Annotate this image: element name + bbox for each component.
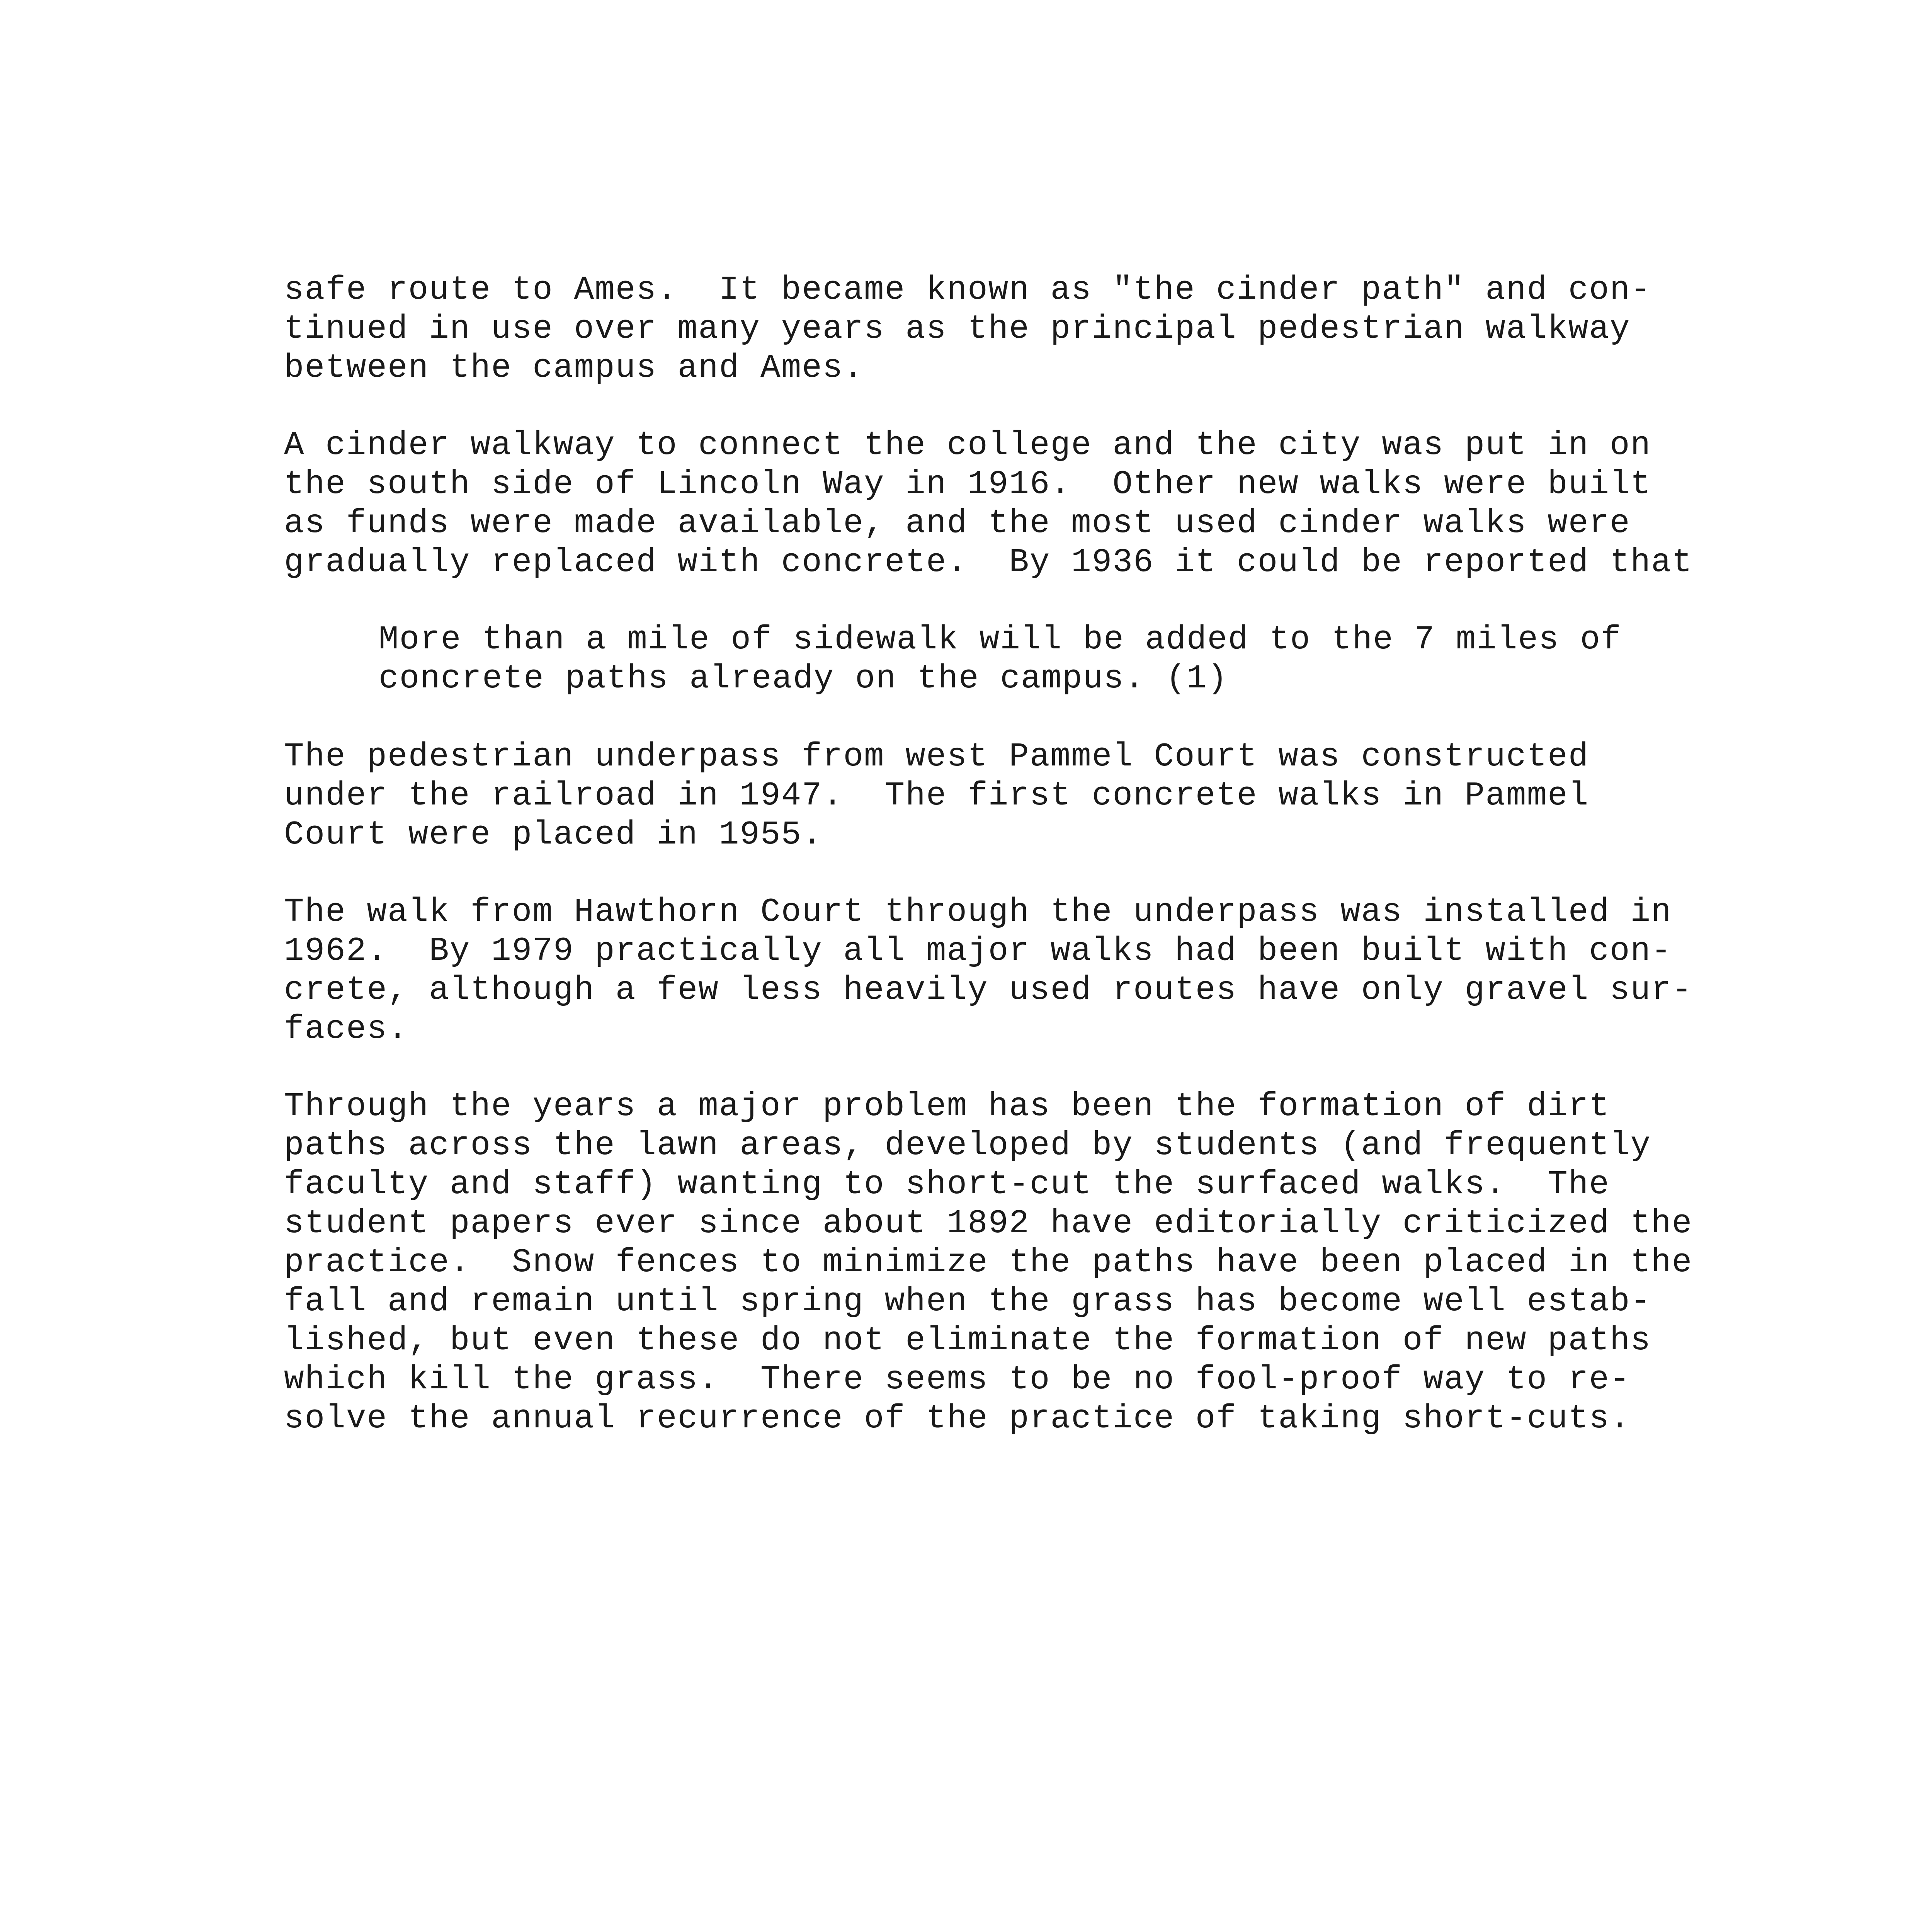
text-line: practice. Snow fences to minimize the paths have been placed in the <box>284 1243 1693 1281</box>
text-line: paths across the lawn areas, developed by students (and frequently <box>284 1126 1651 1164</box>
text-line: concrete paths already on the campus. (1) <box>379 660 1228 697</box>
text-line: which kill the grass. There seems to be no fool-proof way to re- <box>284 1361 1631 1398</box>
text-line: 1962. By 1979 practically all major walks had been built with con- <box>284 932 1672 970</box>
text-line: solve the annual recurrence of the practice of taking short-cuts. <box>284 1400 1631 1437</box>
paragraph-4 <box>284 893 1714 1049</box>
text-line: safe route to Ames. It became known as "the cinder path" and con- <box>284 271 1651 309</box>
text-line: gradually replaced with concrete. By 1936 it could be reported that <box>284 543 1693 581</box>
text-line: faces. <box>284 1010 408 1048</box>
text-line: More than a mile of sidewalk will be added to the 7 miles of <box>379 621 1622 658</box>
text-line: tinued in use over many years as the principal pedestrian walkway <box>284 310 1631 348</box>
text-line: Through the years a major problem has been the formation of dirt <box>284 1087 1610 1125</box>
text-line: student papers ever since about 1892 have editorially criticized the <box>284 1204 1693 1242</box>
text-line: The walk from Hawthorn Court through the underpass was installed in <box>284 893 1672 931</box>
paragraph-1 <box>284 270 1714 388</box>
text-line: between the campus and Ames. <box>284 349 864 387</box>
paragraph-5 <box>284 1087 1714 1438</box>
paragraph-2 <box>284 426 1714 582</box>
text-line: as funds were made available, and the most used cinder walks were <box>284 504 1631 542</box>
text-line: the south side of Lincoln Way in 1916. Other new walks were built <box>284 465 1651 503</box>
text-line: lished, but even these do not eliminate the formation of new paths <box>284 1321 1651 1359</box>
paragraph-3 <box>284 737 1714 854</box>
text-line: crete, although a few less heavily used routes have only gravel sur- <box>284 971 1693 1009</box>
block-quote <box>379 620 1808 698</box>
text-line: faculty and staff) wanting to short-cut the surfaced walks. The <box>284 1165 1610 1203</box>
text-line: The pedestrian underpass from west Pammel Court was constructed <box>284 738 1589 776</box>
text-line: A cinder walkway to connect the college and the city was put in on <box>284 426 1651 464</box>
text-line: under the railroad in 1947. The first concrete walks in Pammel <box>284 777 1589 815</box>
text-line: fall and remain until spring when the grass has become well estab- <box>284 1282 1651 1320</box>
text-line: Court were placed in 1955. <box>284 816 823 854</box>
